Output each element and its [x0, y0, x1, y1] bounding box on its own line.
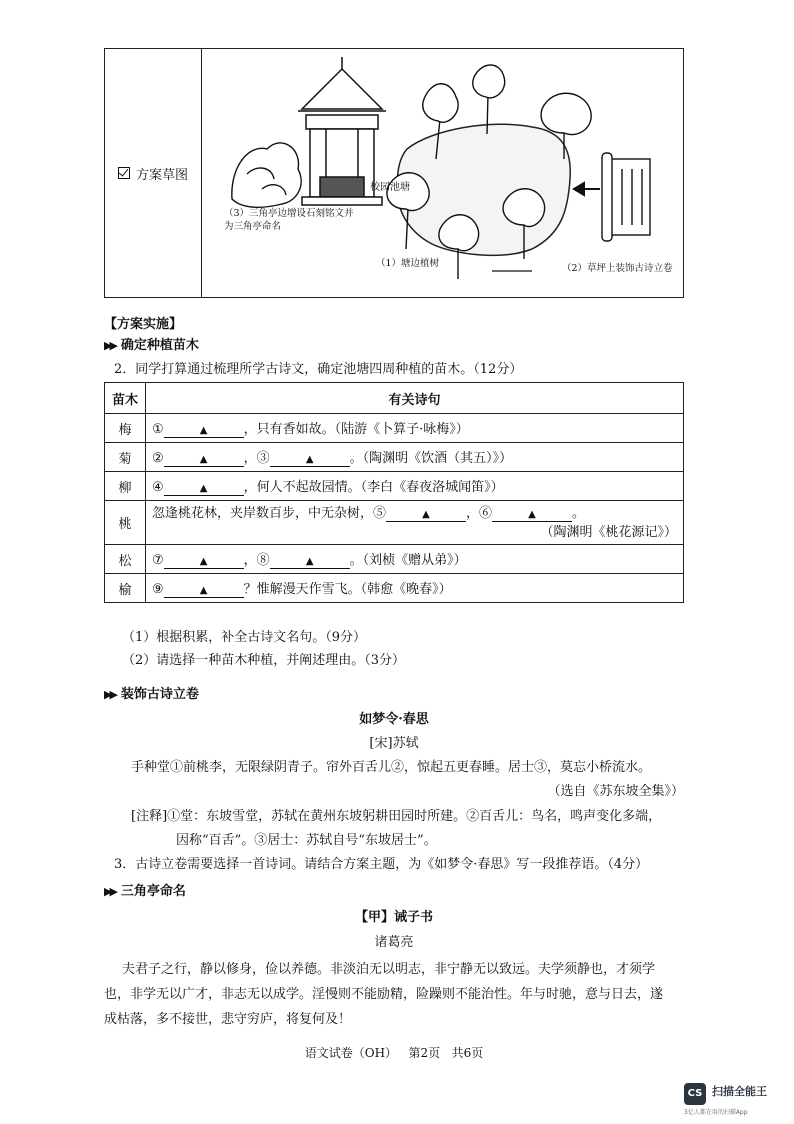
answer-blank[interactable]: ▲: [164, 483, 244, 496]
poem-author: [宋]苏轼: [369, 736, 419, 751]
footer-total: 共6页: [451, 1046, 484, 1060]
answer-blank[interactable]: ▲: [270, 556, 350, 569]
arrow-left-icon: [574, 183, 600, 195]
table-row: 柳 ④ ▲ ，何人不起故园情。（李白《春夜洛城闻笛》）: [105, 472, 684, 501]
answer-blank[interactable]: ▲: [164, 556, 244, 569]
essay-line1: 夫君子之行，静以修身，俭以养德。非淡泊无以明志，非宁静无以致远。夫学须静也，才须学: [122, 962, 656, 977]
page-footer: [104, 1044, 684, 1061]
table-row: 榆 ⑨ ▲ ？惟解漫天作雪飞。（韩愈《晚春》）: [105, 574, 684, 603]
plan-sketch-table: [104, 48, 684, 298]
subsection-planting: ▶▶ 确定种植苗木: [104, 338, 199, 353]
sketch-label-cell: [105, 49, 202, 297]
table-row: 菊 ② ▲ ，③ ▲ 。（陶渊明《饮酒（其五）》）: [105, 443, 684, 472]
header-poem: 有关诗句: [146, 383, 684, 414]
poem-note-line2: 因称“百舌”。③居士：苏轼自号“东坡居士”。: [176, 833, 437, 848]
answer-blank[interactable]: ▲: [164, 425, 244, 438]
table-row: 松 ⑦ ▲ ，⑧ ▲ 。（刘桢《赠从弟》）: [105, 545, 684, 574]
note-scroll: （2）草坪上装饰古诗立卷: [562, 263, 673, 274]
note-pavilion-line2: 为三角亭命名: [224, 221, 282, 232]
question-2-1: （1）根据积累，补全古诗文名句。（9分）: [122, 630, 367, 645]
table-row: 桃 忽逢桃花林，夹岸数百步，中无杂树，⑤ ▲ ，⑥ ▲ 。 （陶渊明《桃花源记》）: [105, 501, 684, 545]
footer-paper: 语文试卷（OH）: [304, 1046, 398, 1060]
poem-title: 如梦令·春思: [359, 712, 429, 727]
answer-blank[interactable]: ▲: [164, 454, 244, 467]
sketch-illustration: [202, 49, 684, 296]
scroll-icon: [602, 153, 650, 241]
answer-blank[interactable]: ▲: [270, 454, 350, 467]
essay-author: 诸葛亮: [374, 935, 414, 950]
sketch-label: 方案草图: [135, 167, 188, 183]
essay-line3: 成枯落，多不接世，悲守穷庐，将复何及！: [104, 1012, 352, 1027]
question-2: 2．同学打算通过梳理所学古诗文，确定池塘四周种植的苗木。（12分）: [114, 362, 523, 377]
essay-line2: 也，非学无以广才，非志无以成学。淫慢则不能励精，险躁则不能治性。年与时驰，意与日去，遂: [104, 987, 664, 1002]
poem-text: 手种堂①前桃李，无限绿阴青子。帘外百舌儿②，惊起五更春睡。居士③，莫忘小桥流水。: [131, 760, 652, 775]
note-planting: （1）塘边植树: [376, 258, 440, 269]
scanner-watermark: [684, 1081, 784, 1115]
scanner-name: 扫描全能王: [712, 1085, 767, 1098]
answer-blank[interactable]: ▲: [164, 585, 244, 598]
subsection-scroll: ▶▶ 装饰古诗立卷: [104, 687, 199, 702]
implementation-title: 【方案实施】: [104, 317, 183, 332]
double-arrow-icon: ▶▶: [104, 339, 115, 352]
answer-blank[interactable]: ▲: [386, 509, 466, 522]
header-plant: 苗木: [105, 383, 146, 414]
scanner-logo-icon: CS: [684, 1083, 706, 1105]
double-arrow-icon: ▶▶: [104, 688, 115, 701]
poem-source: （选自《苏东坡全集》）: [547, 784, 684, 799]
pond-label: 校园池塘: [370, 182, 410, 193]
double-arrow-icon: ▶▶: [104, 885, 115, 898]
poem-table: [104, 382, 684, 603]
essay-title: 【甲】诫子书: [354, 910, 433, 925]
scanner-tagline: 3亿人都在用的扫描App: [684, 1109, 748, 1116]
poem-note-line1: [注释]①堂：东坡雪堂，苏轼在黄州东坡躬耕田园时所建。②百舌儿：鸟名，鸣声变化多端，: [131, 809, 662, 824]
checkbox-icon: [118, 167, 130, 179]
note-pavilion-line1: （3）三角亭边增设石刻铭文并: [224, 208, 354, 219]
table-row: 梅 ① ▲ ，只有香如故。（陆游《卜算子·咏梅》）: [105, 414, 684, 443]
subsection-naming: ▶▶ 三角亭命名: [104, 884, 186, 899]
rock-icon: [232, 143, 301, 207]
question-2-2: （2）请选择一种苗木种植，并阐述理由。（3分）: [122, 653, 406, 668]
footer-page: 第2页: [408, 1046, 441, 1060]
answer-blank[interactable]: ▲: [492, 509, 572, 522]
question-3: 3．古诗立卷需要选择一首诗词。请结合方案主题，为《如梦令·春思》写一段推荐语。（4分）: [114, 857, 649, 872]
sketch-drawing: [202, 49, 683, 297]
